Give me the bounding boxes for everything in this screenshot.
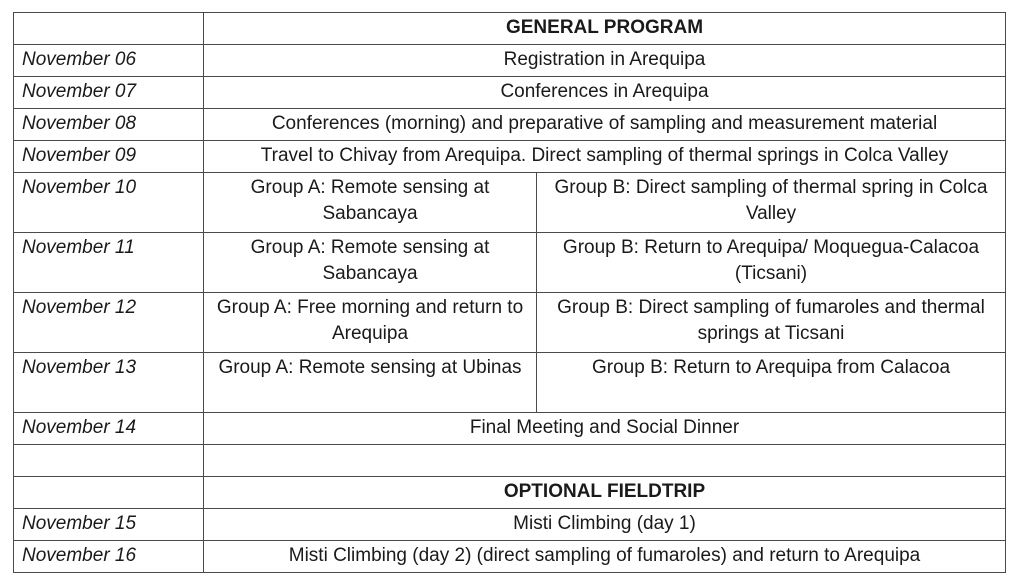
table-row bbox=[14, 233, 1006, 293]
table-row bbox=[14, 413, 1006, 445]
general-program-header-row bbox=[14, 13, 1006, 45]
date-cell: November 07 bbox=[14, 77, 204, 109]
general-program-heading: GENERAL PROGRAM bbox=[204, 13, 1006, 45]
empty-cell bbox=[14, 13, 204, 45]
date-cell: November 16 bbox=[14, 541, 204, 573]
date-cell: November 08 bbox=[14, 109, 204, 141]
activity-cell: Travel to Chivay from Arequipa. Direct sampling of thermal springs in Colca Valley bbox=[204, 141, 1006, 173]
empty-cell bbox=[204, 445, 1006, 477]
activity-cell: Registration in Arequipa bbox=[204, 45, 1006, 77]
group-b-cell: Group B: Direct sampling of fumaroles and thermal springs at Ticsani bbox=[537, 293, 1006, 353]
activity-cell: Conferences (morning) and preparative of sampling and measurement material bbox=[204, 109, 1006, 141]
table-row bbox=[14, 293, 1006, 353]
date-cell: November 09 bbox=[14, 141, 204, 173]
empty-cell bbox=[14, 477, 204, 509]
table-row bbox=[14, 109, 1006, 141]
program-table bbox=[13, 12, 1006, 573]
date-cell: November 14 bbox=[14, 413, 204, 445]
date-cell: November 10 bbox=[14, 173, 204, 233]
date-cell: November 13 bbox=[14, 353, 204, 413]
table-row bbox=[14, 353, 1006, 413]
table-row bbox=[14, 509, 1006, 541]
date-cell: November 06 bbox=[14, 45, 204, 77]
empty-cell bbox=[14, 445, 204, 477]
optional-fieldtrip-heading: OPTIONAL FIELDTRIP bbox=[204, 477, 1006, 509]
table-row bbox=[14, 141, 1006, 173]
group-b-cell: Group B: Return to Arequipa/ Moquegua-Calacoa (Ticsani) bbox=[537, 233, 1006, 293]
date-cell: November 15 bbox=[14, 509, 204, 541]
table-row bbox=[14, 173, 1006, 233]
group-b-cell: Group B: Direct sampling of thermal spring in Colca Valley bbox=[537, 173, 1006, 233]
table-row bbox=[14, 45, 1006, 77]
optional-fieldtrip-header-row bbox=[14, 477, 1006, 509]
group-a-cell: Group A: Remote sensing at Sabancaya bbox=[204, 233, 537, 293]
table-row bbox=[14, 541, 1006, 573]
group-a-cell: Group A: Free morning and return to Arequipa bbox=[204, 293, 537, 353]
date-cell: November 11 bbox=[14, 233, 204, 293]
activity-cell: Conferences in Arequipa bbox=[204, 77, 1006, 109]
group-b-cell: Group B: Return to Arequipa from Calacoa bbox=[537, 353, 1006, 413]
blank-row bbox=[14, 445, 1006, 477]
activity-cell: Misti Climbing (day 2) (direct sampling of fumaroles) and return to Arequipa bbox=[204, 541, 1006, 573]
table-row bbox=[14, 77, 1006, 109]
activity-cell: Misti Climbing (day 1) bbox=[204, 509, 1006, 541]
group-a-cell: Group A: Remote sensing at Sabancaya bbox=[204, 173, 537, 233]
date-cell: November 12 bbox=[14, 293, 204, 353]
group-a-cell: Group A: Remote sensing at Ubinas bbox=[204, 353, 537, 413]
activity-cell: Final Meeting and Social Dinner bbox=[204, 413, 1006, 445]
